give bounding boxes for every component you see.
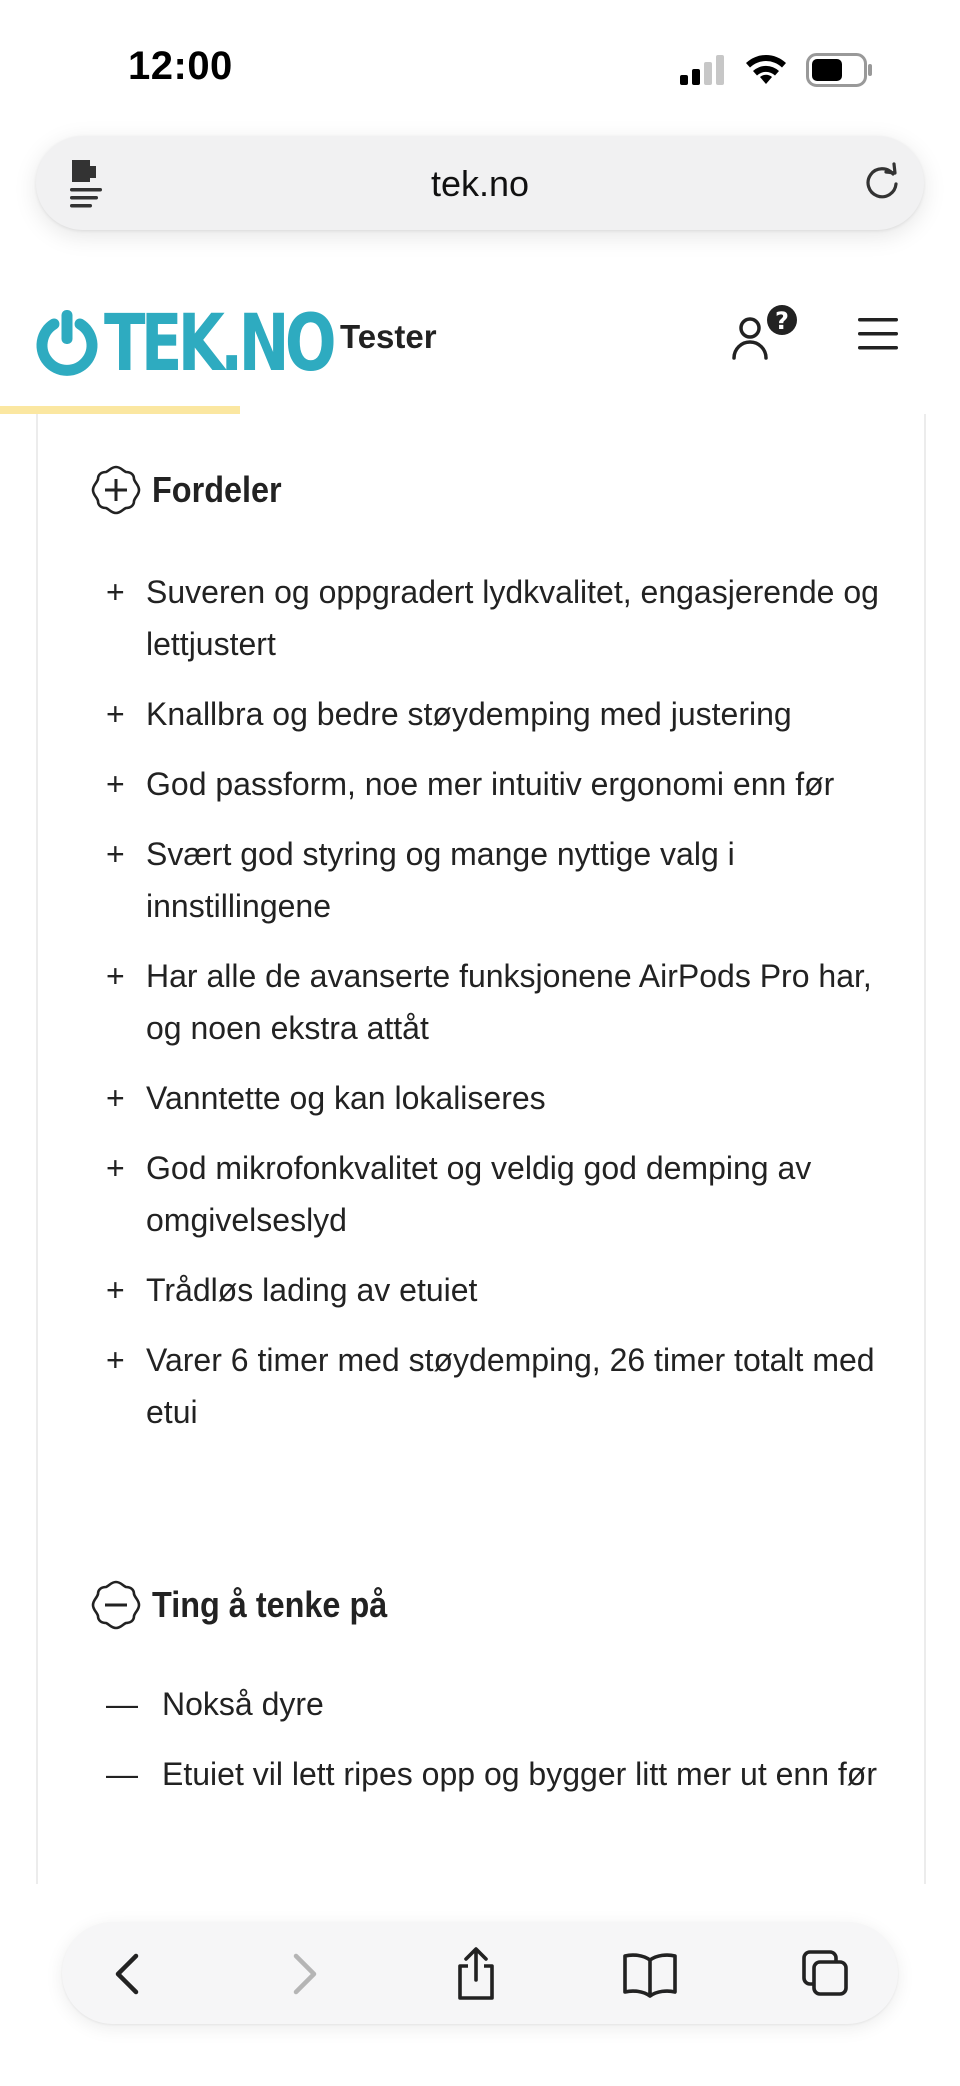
reading-progress-bar <box>0 406 960 414</box>
bookmarks-icon[interactable] <box>620 1944 680 2004</box>
plus-badge-icon <box>90 464 142 516</box>
list-item-text: Trådløs lading av etuiet <box>146 1272 478 1308</box>
list-marker: + <box>106 958 125 994</box>
reading-progress-fill <box>0 406 240 414</box>
list-item-text: Vanntette og kan lokaliseres <box>146 1080 546 1116</box>
minus-badge-icon <box>90 1579 142 1631</box>
list-marker: + <box>106 1150 125 1186</box>
address-bar[interactable] <box>36 136 924 230</box>
list-marker: — <box>106 1756 138 1792</box>
cellular-signal-icon <box>680 55 726 85</box>
list-item-text: Knallbra og bedre støydemping med justering <box>146 696 792 732</box>
back-icon[interactable] <box>98 1944 158 2004</box>
list-item <box>106 950 886 1054</box>
list-item <box>106 758 886 810</box>
cons-title: Ting å tenke på <box>152 1584 388 1625</box>
user-account-icon[interactable] <box>724 302 804 377</box>
hamburger-menu-icon[interactable] <box>856 314 900 359</box>
pros-list <box>106 566 886 1456</box>
list-marker: + <box>106 574 125 610</box>
list-marker: + <box>106 1342 125 1378</box>
list-item <box>106 1678 886 1730</box>
list-marker: + <box>106 696 125 732</box>
nav-link-tester[interactable]: Tester <box>340 318 437 355</box>
list-item-text: God mikrofonkvalitet og veldig god demping av omgivelseslyd <box>146 1150 812 1238</box>
list-item-text: Etuiet vil lett ripes opp og bygger litt mer ut enn før <box>162 1756 877 1792</box>
power-icon <box>34 308 100 380</box>
list-marker: + <box>106 1080 125 1116</box>
list-item <box>106 1264 886 1316</box>
browser-toolbar <box>62 1922 898 2024</box>
list-marker: + <box>106 836 125 872</box>
battery-icon <box>806 53 874 87</box>
list-item <box>106 1748 886 1800</box>
list-item <box>106 1334 886 1438</box>
status-bar <box>0 0 960 130</box>
list-marker: + <box>106 1272 125 1308</box>
list-item <box>106 566 886 670</box>
pros-title: Fordeler <box>152 469 282 510</box>
cons-heading <box>90 1579 413 1631</box>
pros-heading <box>90 464 296 516</box>
list-item <box>106 688 886 740</box>
user-badge: ? <box>775 307 789 335</box>
list-item-text: Har alle de avanserte funksjonene AirPods Pro har, og noen ekstra attåt <box>146 958 872 1046</box>
forward-icon[interactable] <box>274 1944 334 2004</box>
wifi-icon <box>744 54 788 86</box>
url-text[interactable]: tek.no <box>430 163 530 204</box>
list-item-text: Suveren og oppgradert lydkvalitet, engasjerende og lettjustert <box>146 574 879 662</box>
list-item <box>106 1072 886 1124</box>
status-icons <box>680 52 874 88</box>
list-item-text: Svært god styring og mange nyttige valg i innstillingene <box>146 836 735 924</box>
site-header <box>0 280 960 410</box>
tabs-icon[interactable] <box>796 1944 856 2004</box>
list-marker: + <box>106 766 125 802</box>
logo-text: TEK.NO <box>104 299 332 389</box>
cons-list <box>106 1678 886 1818</box>
list-item-text: God passform, noe mer intuitiv ergonomi enn før <box>146 766 835 802</box>
list-item-text: Varer 6 timer med støydemping, 26 timer totalt med etui <box>146 1342 875 1430</box>
share-icon[interactable] <box>446 1944 506 2004</box>
list-item-text: Nokså dyre <box>162 1686 324 1722</box>
reload-icon[interactable] <box>860 160 904 209</box>
list-item <box>106 828 886 932</box>
pros-cons-card <box>36 414 926 1884</box>
status-time: 12:00 <box>128 44 233 88</box>
list-marker: — <box>106 1686 138 1722</box>
list-item <box>106 1142 886 1246</box>
